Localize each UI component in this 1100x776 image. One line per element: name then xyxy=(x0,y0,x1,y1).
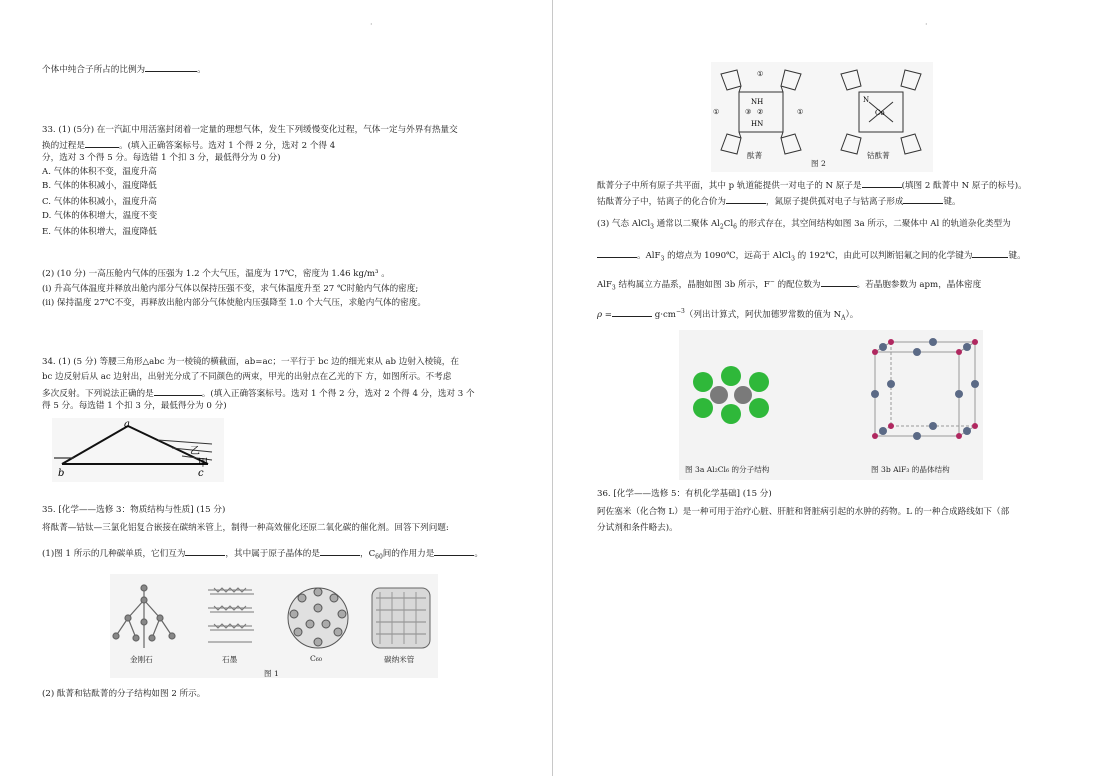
option-b: B. 气体的体积减小，温度降低 xyxy=(42,181,157,191)
q35-2: (2) 酞菁和钴酞菁的分子结构如图 2 所示。 xyxy=(42,689,206,699)
q33-1-line2: 换的过程是 。(填入正确答案标号。选对 1 个得 2 分，选对 2 个得 4 xyxy=(42,138,335,152)
page-marker: · xyxy=(370,20,373,29)
q34-line3: 多次反射。下列说法正确的是 。(填入正确答案标号。选对 1 个得 2 分，选对 2 个得 4 分，选对 3 个 xyxy=(42,386,475,400)
q35-3-line2: 。AlF$_3$ 的熔点为 1090℃，远高于 AlCl$_3$ 的 192℃，由此可以判断铝氟之间的化学键为 键。 xyxy=(597,248,1026,266)
q35-2-line1: 酞菁分子中所有原子共平面，其中 p 轨道能提供一对电子的 N 原子是 (填图 2 酞菁中 N 原子的标号)。 xyxy=(597,178,1027,192)
q35-3-line4: $\rho = g\cdot cm^{-3}$（列出计算式，阿伏加德罗常数的值为 $N_A$）。 xyxy=(597,308,859,322)
right-page xyxy=(553,0,1100,776)
num-1-left-label: ① xyxy=(713,108,720,116)
q33-1-line1: 33. (1) (5分) 在一汽缸中用活塞封闭着一定量的理想气体，发生下列缓慢变化过程，气体一定与外界有热量交 xyxy=(42,125,458,135)
option-e: E. 气体的体积增大，温度降低 xyxy=(42,227,157,237)
q35-intro: 将酞菁—钴钛—三氯化铝复合嵌接在碳纳米管上，制得一种高效催化还原二氧化碳的催化剂。回答下列问题: xyxy=(42,523,449,533)
cobalt-phthalocyanine-label: 钴酞菁 xyxy=(867,151,890,160)
num-2-label: ② xyxy=(757,108,764,116)
q35-3-line1: (3) 气态 AlCl$_3$ 通常以二聚体 $Al_2Cl_6$ 的形式存在，其空间结构如图 3a 所示，二聚体中 Al 的轨道杂化类型为 xyxy=(597,219,1011,231)
figure-1 xyxy=(110,574,438,678)
q36-title: 36. [化学——选修 5：有机化学基础] (15 分) xyxy=(597,489,772,499)
q33-2-line3: (ii) 保持温度 27℃不变，再释放出舱内部分气体使舱内压强降至 1.0 个大气压，求舱内气体的密度。 xyxy=(42,298,426,308)
q33-2-line1: (2) (10 分) 一高压舱内气体的压强为 1.2 个大气压，温度为 17℃，密度为 1.46 kg/m³ 。 xyxy=(42,269,390,279)
q33-1-line3: 分，选对 3 个得 5 分。每选错 1 个扣 3 分，最低得分为 0 分) xyxy=(42,153,281,163)
option-a: A. 气体的体积不变，温度升高 xyxy=(42,167,157,177)
al-structures xyxy=(679,330,983,460)
c60-label: C₆₀ xyxy=(310,654,322,663)
al-ions xyxy=(872,339,978,439)
q32-tail: 个体中纯合子所占的比例为 。 xyxy=(42,62,206,76)
q36-line2: 分试剂和条件略去)。 xyxy=(597,523,678,533)
q36-line1: 阿佐塞米（化合物 L）是一种可用于治疗心脏、肝脏和肾脏病引起的水肿的药物。L 的一种合成路线如下（部 xyxy=(597,507,1010,517)
alf3-unit-cell xyxy=(875,342,975,436)
vertex-c-label: c xyxy=(198,468,204,479)
q35-title: 35. [化学——选修 3：物质结构与性质] (15 分) xyxy=(42,505,226,515)
figure-1-caption: 图 1 xyxy=(264,669,279,678)
num-1-right-label: ① xyxy=(797,108,804,116)
figure-2-caption: 图 2 xyxy=(811,159,826,168)
nanotube-label: 碳纳米管 xyxy=(384,655,415,664)
nh-label: NH xyxy=(751,98,764,106)
q35-2-line2: 钴酞菁分子中，钴离子的化合价为 ，氮原子提供孤对电子与钴离子形成 键。 xyxy=(597,194,961,208)
graphite-label: 石墨 xyxy=(222,655,238,664)
q34-line1: 34. (1) (5 分) 等腰三角形△abc 为一棱镜的横截面，ab=ac；一平行于 bc 边的细光束从 ab 边射入棱镜，在 xyxy=(42,357,459,367)
phthalocyanine-structures xyxy=(711,64,933,160)
q34-line2: bc 边反射后从 ac 边射出，出射光分成了不同颜色的两束，甲光的出射点在乙光的下 方，如图所示。不考虑 xyxy=(42,372,452,382)
q33-2-line2: (i) 升高气体温度并释放出舱内部分气体以保持压强不变，求气体温度升至 27 ℃时舱内气体的密度; xyxy=(42,284,419,294)
f-ions xyxy=(871,338,979,440)
beam-jia-label: 甲 xyxy=(198,458,208,469)
vertex-a-label: a xyxy=(124,419,130,430)
prism-figure xyxy=(52,418,224,482)
page-marker: · xyxy=(925,20,928,29)
al2cl6-molecule xyxy=(693,366,769,424)
q34-line4: 得 5 分。每选错 1 个扣 3 分，最低得分为 0 分) xyxy=(42,401,227,411)
q35-1: (1)图 1 所示的几种碳单质，它们互为 ，其中属于原子晶体的是 ，$C_{60}$间的作用力是 。 xyxy=(42,546,483,564)
hn-label: HN xyxy=(751,120,764,128)
diamond-structure xyxy=(113,585,175,648)
figure-3 xyxy=(679,330,983,480)
num-3-label: ③ xyxy=(745,108,752,116)
carbon-structures xyxy=(110,578,438,658)
figure-2 xyxy=(711,62,933,172)
figure-3a-caption: 图 3a Al₂Cl₆ 的分子结构 xyxy=(685,465,770,474)
graphite-structure xyxy=(208,588,254,642)
n-label: N xyxy=(863,96,870,104)
beam-yi-label: 乙 xyxy=(190,446,200,457)
q35-3-line3: AlF$_3$ 结构属立方晶系，晶胞如图 3b 所示，F− 的配位数为 。若晶胞参数为 apm，晶体密度 xyxy=(597,278,982,292)
figure-3b-caption: 图 3b AlF₃ 的晶体结构 xyxy=(871,465,950,474)
diamond-label: 金刚石 xyxy=(130,655,153,664)
phthalocyanine-label: 酞菁 xyxy=(747,151,763,160)
c60-structure xyxy=(288,588,348,648)
nanotube-structure xyxy=(372,588,430,648)
option-c: C. 气体的体积减小，温度升高 xyxy=(42,197,157,207)
vertex-b-label: b xyxy=(58,468,65,479)
co-label: Co xyxy=(875,109,885,117)
option-d: D. 气体的体积增大，温度不变 xyxy=(42,211,158,221)
num-1-label: ① xyxy=(757,70,764,78)
